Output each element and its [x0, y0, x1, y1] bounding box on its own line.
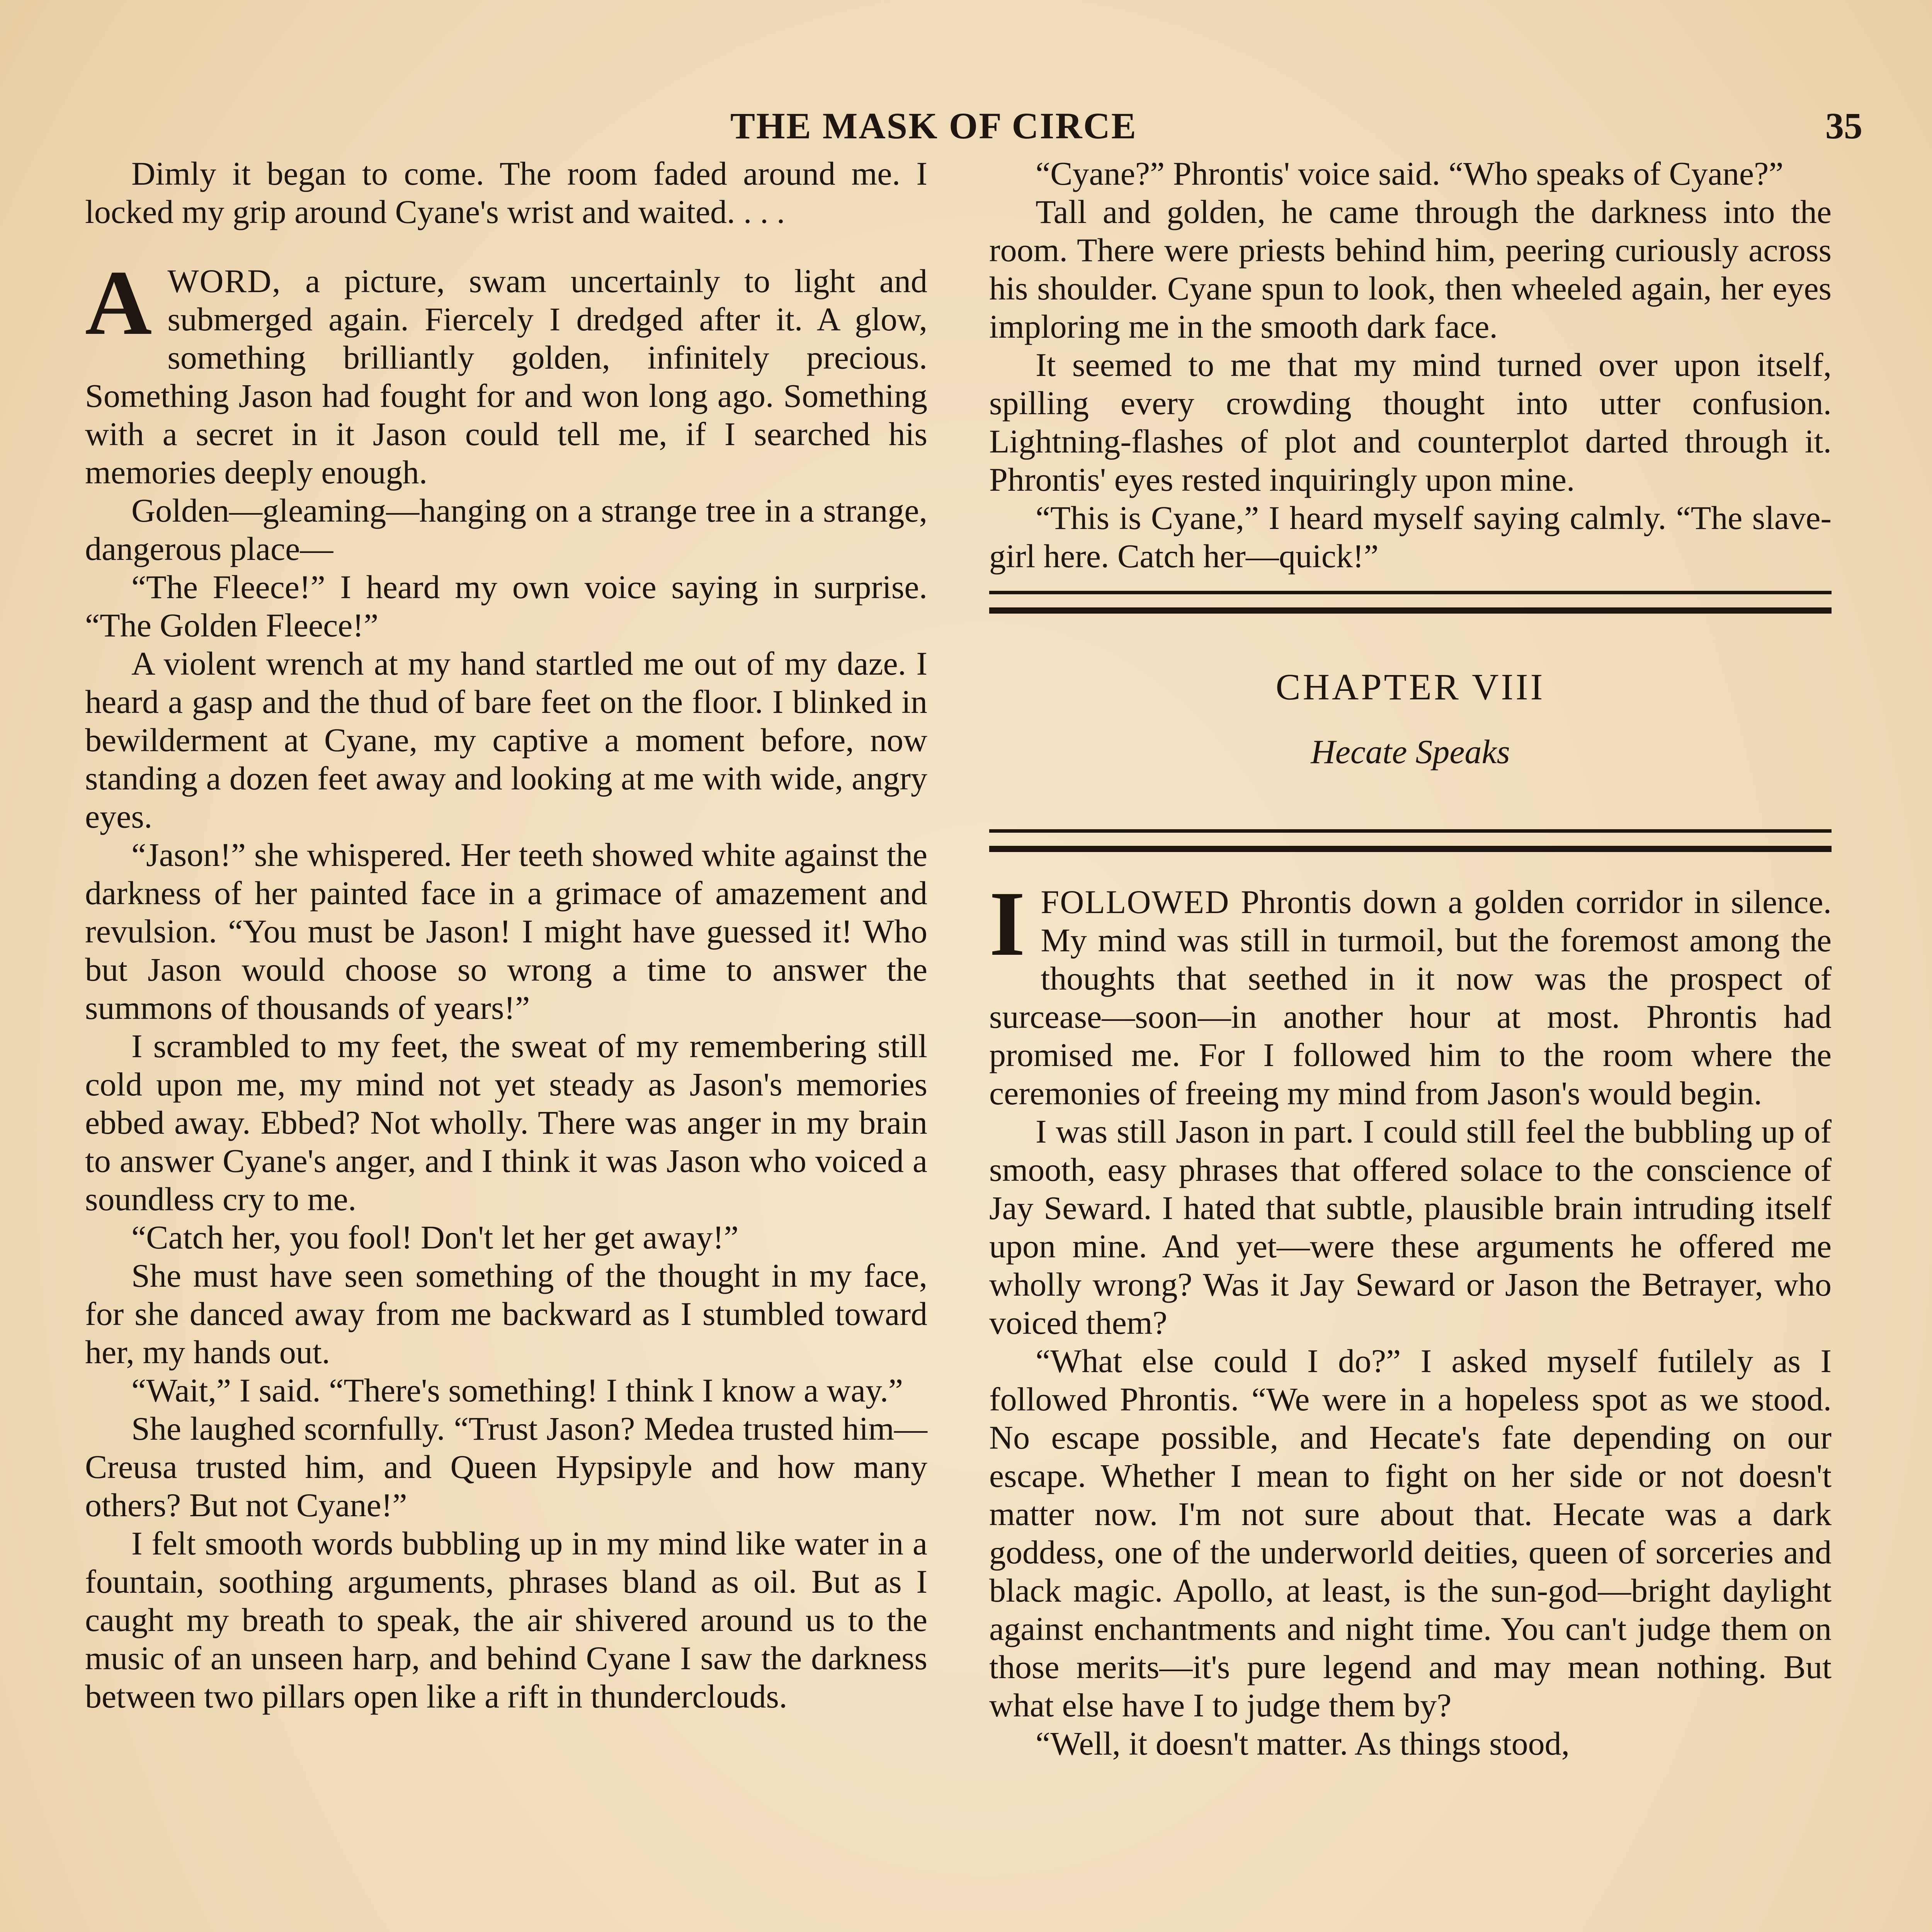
double-rule-top	[989, 591, 1832, 614]
drop-cap: I	[989, 872, 1026, 975]
paragraph-text: a picture, swam uncertainly to light and submerged again. Fiercely I dredged after it. A glow, something brilliantly golden, infinitely precious. Something Jason had fought for and won long ago. Something with a secret in it Jason could tell me, if I searched his memories deeply enough.	[85, 262, 927, 491]
paragraph: “What else could I do?” I asked myself futilely as I followed Phrontis. “We were in a hopeless spot as we stood. No escape possible, and Hecate's fate depending on our escape. Whether I mean to fight on her side or not doesn't matter now. I'm not sure about that. Hecate was a dark goddess, one of the underworld deities, queen of sorceries and black magic. Apollo, at least, is the sun-god—bright daylight against enchantments and night time. You can't judge them on those merits—it's pure legend and may mean nothing. But what else have I to judge them by?	[989, 1342, 1832, 1724]
paragraph: A violent wrench at my hand startled me out of my daze. I heard a gasp and the thud of bare feet on the floor. I blinked in bewilderment at Cyane, my captive a moment before, now standing a dozen feet away and looking at me with wide, angry eyes.	[85, 645, 927, 835]
paragraph: “Cyane?” Phrontis' voice said. “Who speaks of Cyane?”	[1036, 155, 1784, 192]
chapter-title: CHAPTER VIII	[1276, 666, 1545, 707]
paragraph: “This is Cyane,” I heard myself saying calmly. “The slave-girl here. Catch her—quick!”	[989, 499, 1832, 575]
chapter-subtitle: Hecate Speaks	[1311, 733, 1510, 771]
paragraph: “Catch her, you fool! Don't let her get away!”	[131, 1219, 739, 1256]
paragraph: I scrambled to my feet, the sweat of my remembering still cold upon me, my mind not yet steady as Jason's memories ebbed away. Ebbed? Not wholly. There was anger in my brain to answer Cyane's anger, and I think it was Jason who voiced a soundless cry to me.	[85, 1027, 927, 1218]
double-rule-bottom	[989, 829, 1832, 852]
page-number: 35	[1825, 105, 1862, 146]
paragraph: Dimly it began to come. The room faded around me. I locked my grip around Cyane's wrist and waited. . . .	[85, 155, 927, 230]
dropcap-paragraph	[989, 872, 1832, 1112]
running-title: THE MASK OF CIRCE	[730, 105, 1137, 146]
paragraph: Golden—gleaming—hanging on a strange tree in a strange, dangerous place—	[85, 492, 927, 567]
paragraph: I was still Jason in part. I could still feel the bubbling up of smooth, easy phrases that offered solace to the conscience of Jay Seward. I hated that subtle, plausible brain intruding itself upon mine. And yet—were these arguments he offered me wholly wrong? Was it Jay Seward or Jason the Betrayer, who voiced them?	[989, 1113, 1832, 1341]
paragraph: “The Fleece!” I heard my own voice saying in surprise. “The Golden Fleece!”	[85, 568, 927, 644]
paragraph: “Jason!” she whispered. Her teeth showed white against the darkness of her painted face in a grimace of amazement and revulsion. “You must be Jason! I might have guessed it! Who but Jason would choose so wrong a time to answer the summons of thousands of years!”	[85, 836, 927, 1026]
paragraph: “Wait,” I said. “There's something! I think I know a way.”	[131, 1372, 903, 1409]
right-column	[989, 155, 1832, 1763]
opening-word: FOLLOWED	[1041, 883, 1230, 920]
paragraph: She laughed scornfully. “Trust Jason? Medea trusted him—Creusa trusted him, and Queen Hypsipyle and how many others? But not Cyane!”	[85, 1410, 927, 1524]
paragraph: I felt smooth words bubbling up in my mind like water in a fountain, soothing arguments, phrases bland as oil. But as I caught my breath to speak, the air shivered around us to the music of an unseen harp, and behind Cyane I saw the darkness between two pillars open like a rift in thunderclouds.	[85, 1525, 927, 1715]
drop-cap: A	[85, 251, 152, 354]
paragraph: It seemed to me that my mind turned over upon itself, spilling every crowding thought into utter confusion. Lightning-flashes of plot and counterplot darted through it. Phrontis' eyes rested inquiringly upon mine.	[989, 346, 1832, 498]
paragraph: Tall and golden, he came through the darkness into the room. There were priests behind him, peering curiously across his shoulder. Cyane spun to look, then wheeled again, her eyes imploring me in the smooth dark face.	[989, 193, 1832, 345]
paragraph-text: Phrontis down a golden corridor in silence. My mind was still in turmoil, but the foremost among the thoughts that seethed in it now was the prospect of surcease—soon—in another hour at most. Phrontis had promised me. For I followed him to the room where the ceremonies of freeing my mind from Jason's would begin.	[989, 883, 1832, 1112]
paragraph: “Well, it doesn't matter. As things stood,	[1036, 1725, 1570, 1762]
dropcap-paragraph	[85, 251, 927, 492]
opening-word: WORD,	[167, 262, 281, 299]
paragraph: She must have seen something of the thought in my face, for she danced away from me backward as I stumbled toward her, my hands out.	[85, 1257, 927, 1371]
left-column	[85, 155, 927, 1716]
